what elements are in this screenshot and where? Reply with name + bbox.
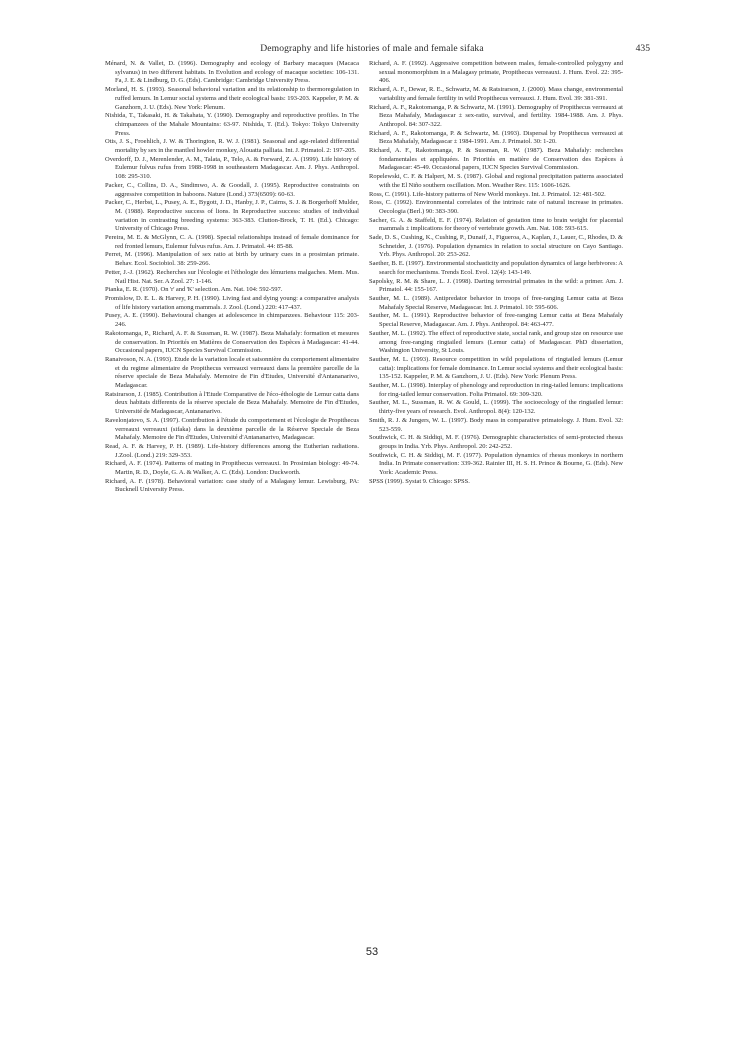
reference-entry: Sauther, M. L., Sussman, R. W. & Gould, L. (1999). The socioecology of the ringtailed lemur: thirty-five years of research. Evol. Anthropol. 8(4): 120-132. (369, 399, 623, 416)
reference-entry: Richard, A. F. (1978). Behavioral variation: case study of a Malagasy lemur. Lewisburg, PA: Bucknell University Press. (105, 477, 359, 494)
reference-entry: Richard, A. F., Rakotomanga, P. & Schwartz, M. (1991). Demography of Propithecus verreauxi at Beza Mahafaly, Madagascar ± sex-ratio, survival, and fertility. 1984-1988. Am. J. Phys. Anthropol. 84: 307-322. (369, 103, 623, 128)
reference-entry: Morland, H. S. (1993). Seasonal behavioral variation and its relationship to thermoregulation in ruffed lemurs. In Lemur social systems and their ecological basis: 193-203. Kappeler, P. M. & Ganzhorn, J. U. (Eds). New York: Plenum. (105, 86, 359, 111)
footer-page-number: 53 (365, 946, 379, 958)
reference-entry: Southwick, C. H. & Siddiqi, M. F. (1976). Demographic characteristics of semi-protected rhesus groups in India. Yrb. Phys. Anthropol. 20: 242-252. (369, 434, 623, 450)
reference-entry: Pusey, A. E. (1990). Behavioural changes at adolescence in chimpanzees. Behaviour 115: 203-246. (105, 312, 359, 329)
reference-entry: Richard, A. F., Dewar, R. E., Schwartz, M. & Ratsirarson, J. (2000). Mass change, environmental variability and female fertility in wild Propithecus verreauxi. J. Hum. Evol. 39: 381-391. (369, 86, 623, 102)
reference-entry: Sauther, M. L. (1989). Antipredator behavior in troops of free-ranging Lemur catta at Beza Mahafaly Special Reserve, Madagascar. Int. J. Primatol. 10: 595-606. (369, 294, 623, 311)
reference-entry: Richard, A. F., Rakotomanga, P. & Sussman, R. W. (1987). Beza Mahafaly: recherches fondamentales et appliquées. In Priorités en matière de Conservation des Espèces à Madagascar: 45-49. Occasional papers, IUCN Species Survival Commission. (369, 147, 623, 172)
reference-entry: Sade, D. S., Cushing, K., Cushing, P., Dunaif, J., Figueroa, A., Kaplan, J., Lauer, C., Rhodes, D. & Schneider, J. (1976). Population dynamics in relation to social structure on Cayo Santiago. Yrb. Phys. Anthropol. 20: 253-262. (369, 234, 623, 259)
reference-entry: Richard, A. F., Rakotomanga, P. & Schwartz, M. (1993). Dispersal by Propithecus verreauxi at Beza Mahafaly, Madagascar ± 1984-1991. Am. J. Primatol. 30: 1-20. (369, 129, 623, 146)
reference-entry: Ross, C. (1992). Environmental correlates of the intrinsic rate of natural increase in primates. Oecologia (Berl.) 90: 383-390. (369, 199, 623, 215)
reference-entry: Smith, R. J. & Jungers, W. L. (1997). Body mass in comparative primatology. J. Hum. Evol. 32: 523-559. (369, 416, 623, 433)
reference-entry: Richard, A. F. (1992). Aggressive competition between males, female-controlled polygyny and sexual monomorphism in a Malagasy primate, Propithecus verreauxi. J. Hum. Evol. 22: 395-406. (369, 60, 623, 85)
reference-entry: Read, A. F. & Harvey, P. H. (1989). Life-history differences among the Eutherian radiations. J.Zool. (Lond.) 219: 329-353. (105, 442, 359, 459)
reference-entry: Pianka, E. R. (1970). On 'r' and 'K' selection. Am. Nat. 104: 592-597. (105, 286, 283, 294)
reference-entry: Sapolsky, R. M. & Share, L. J. (1998). Darting terrestrial primates in the wild: a primer. Am. J. Primatol. 44: 155-167. (369, 277, 623, 294)
reference-entry: Sauther, M. L. (1991). Reproductive behavior of free-ranging Lemur catta at Beza Mahafaly Special Reserve, Madagascar. Am. J. Phys. Anthropol. 84: 463-477. (369, 312, 623, 329)
references-column-left (105, 60, 359, 495)
reference-entry: Richard, A. F. (1974). Patterns of mating in Propithecus verreauxi. In Prosimian biology: 49-74. Martin, R. D., Doyle, G. A. & Walker, A. C. (Eds). London: Duckworth. (105, 460, 359, 477)
reference-entry: Packer, C., Collins, D. A., Sindimwo, A. & Goodall, J. (1995). Reproductive constraints on aggressive competition in baboons. Nature (Lond.) 373(6509): 60-63. (105, 181, 359, 198)
reference-entry: Ménard, N. & Vallet, D. (1996). Demography and ecology of Barbary macaques (Macaca sylvanus) in two different habitats. In Evolution and ecology of macaque societies: 106-131. Fa, J. E. & Lindburg, D. G. (Eds). Cambridge: Cambridge University Press. (105, 60, 359, 85)
reference-entry: Overdorff, D. J., Merenlender, A. M., Talata, P., Telo, A. & Forward, Z. A. (1999). Life history of Eulemur fulvus rufus from 1988-1998 in southeastern Madagascar. Am. J. Phys. Anthropol. 108: 295-310. (105, 155, 359, 181)
reference-entry: Saether, B. E. (1997). Environmental stochasticity and population dynamics of large herbivores: A search for mechanisms. Trends Ecol. Evol. 12(4): 143-149. (369, 260, 623, 276)
reference-entry: Pereira, M. E. & McGlynn, C. A. (1998). Special relationships instead of female dominance for red fronted lemurs, Eulemur fulvus rufus. Am. J. Primatol. 44: 85-88. (105, 234, 359, 250)
reference-entry: Ross, C. (1991). Life-history patterns of New World monkeys. Int. J. Primatol. 12: 481-502. (369, 190, 606, 198)
reference-entry: Ropelewski, C. F. & Halpert, M. S. (1987). Global and regional precipitation patterns associated with the El Niño southern oscillation. Mon. Weather Rev. 115: 1606-1626. (369, 173, 623, 189)
reference-entry: Sacher, G. A. & Staffeld, E. F. (1974). Relation of gestation time to brain weight for placental mammals ± implications for theory of vertebrate growth. Am. Nat. 108: 593-615. (369, 216, 623, 233)
reference-entry: Ravelonjatovo, S. A. (1997). Contribution à l'étude du comportement et l'écologie de Propithecus verreauxi verreauxi (sifaka) dans la deuxième parcelle de la Réserve Speciale de Beza Mahafaly. Memoire de Fin d'Etudes, Université d'Antananarivo, Madagascar. (105, 416, 359, 442)
reference-entry: Sauther, M. L. (1992). The effect of reproductive state, social rank, and group size on resource use among free-ranging ringtailed lemurs (Lemur catta) of Madagascar. PhD dissertation, Washington University, St Louis. (369, 329, 623, 355)
reference-entry: Otis, J. S., Froehlich, J. W. & Thorington, R. W. J. (1981). Seasonal and age-related differential mortality by sex in the mantled howler monkey, Alouatta palliata. Int. J. Primatol. 2: 197-205. (105, 138, 359, 155)
running-header-title: Demography and life histories of male and female sifaka (260, 43, 484, 54)
references-column-right (369, 60, 623, 486)
reference-entry: Ranaivoson, N. A. (1993). Etude de la variation locale et saisonnière du comportement alimentaire et du regime alimentaire de Propithecus verreauxi verreauxi dans la première parcelle de la réserve speciale de Beza Mahafaly. Memoire de Fin d'Etudes, Université d'Antananarivo, Madagascar. (105, 355, 359, 390)
reference-entry: Southwick, C. H. & Siddiqi, M. F. (1977). Population dynamics of rhesus monkeys in northern India. In Primate conservation: 339-362. Rainier III, H. S. H. Prince & Bourne, G. (Eds). New York: Academic Press. (369, 451, 623, 477)
reference-entry: Rakotomanga, P., Richard, A. F. & Sussman, R. W. (1987). Beza Mahafaly: formation et mesures de conservation. In Priorités en Matières de Conservation des Espèces à Madagascar: 41-44. Occasional papers, IUCN Species Survival Commission. (105, 329, 359, 355)
reference-entry: Promislow, D. E. L. & Harvey, P. H. (1990). Living fast and dying young: a comparative analysis of life history variation among mammals. J. Zool. (Lond.) 220: 417-437. (105, 294, 359, 311)
reference-entry: Petter, J.-J. (1962). Recherches sur l'écologie et l'éthologie des lémuriens malgaches. Mem. Mus. Natl Hist. Nat. Ser. A Zool. 27: 1-146. (105, 268, 359, 285)
reference-entry: Packer, C., Herbst, L., Pusey, A. E., Bygott, J. D., Hanby, J. P., Cairns, S. J. & Borgerhoff Mulder, M. (1988). Reproductive success of lions. In Reproductive success: studies of individual variation in contrasting breeding systems: 363-383. Clutton-Brock, T. H. (Ed.). Chicago: University of Chicago Press. (105, 199, 359, 233)
reference-entry: Ratsirarson, J. (1985). Contribution à l'Etude Comparative de l'éco-éthologie de Lemur catta dans deux habitats differents de la réserve speciale de Beza Mahafaly. Memoire de Fin d'Etudes, Université de Madagascar, Antananarivo. (105, 390, 359, 416)
reference-entry: SPSS (1999). Systat 9. Chicago: SPSS. (369, 477, 470, 485)
reference-entry: Perret, M. (1996). Manipulation of sex ratio at birth by urinary cues in a prosimian primate. Behav. Ecol. Sociobiol. 38: 259-266. (105, 251, 359, 268)
reference-entry: Nishida, T., Takasaki, H. & Takahata, Y. (1990). Demography and reproductive profiles. In The chimpanzees of the Mahale Mountains: 63-97. Nishida, T. (Ed.). Tokyo: Tokyo University Press. (105, 112, 359, 137)
reference-entry: Sauther, M. L. (1998). Interplay of phenology and reproduction in ring-tailed lemurs: implications for ring-tailed lemur conservation. Folia Primatol. 69: 309-320. (369, 382, 623, 398)
page-number-header: 435 (635, 43, 650, 54)
reference-entry: Sauther, M. L. (1993). Resource competition in wild populations of ringtailed lemurs (Lemur catta): implications for female dominance. In Lemur social systems and their ecological basis: 135-152. Kappeler, P. M. & Ganzhorn, J. U. (Eds). New York: Plenum Press. (369, 355, 623, 381)
